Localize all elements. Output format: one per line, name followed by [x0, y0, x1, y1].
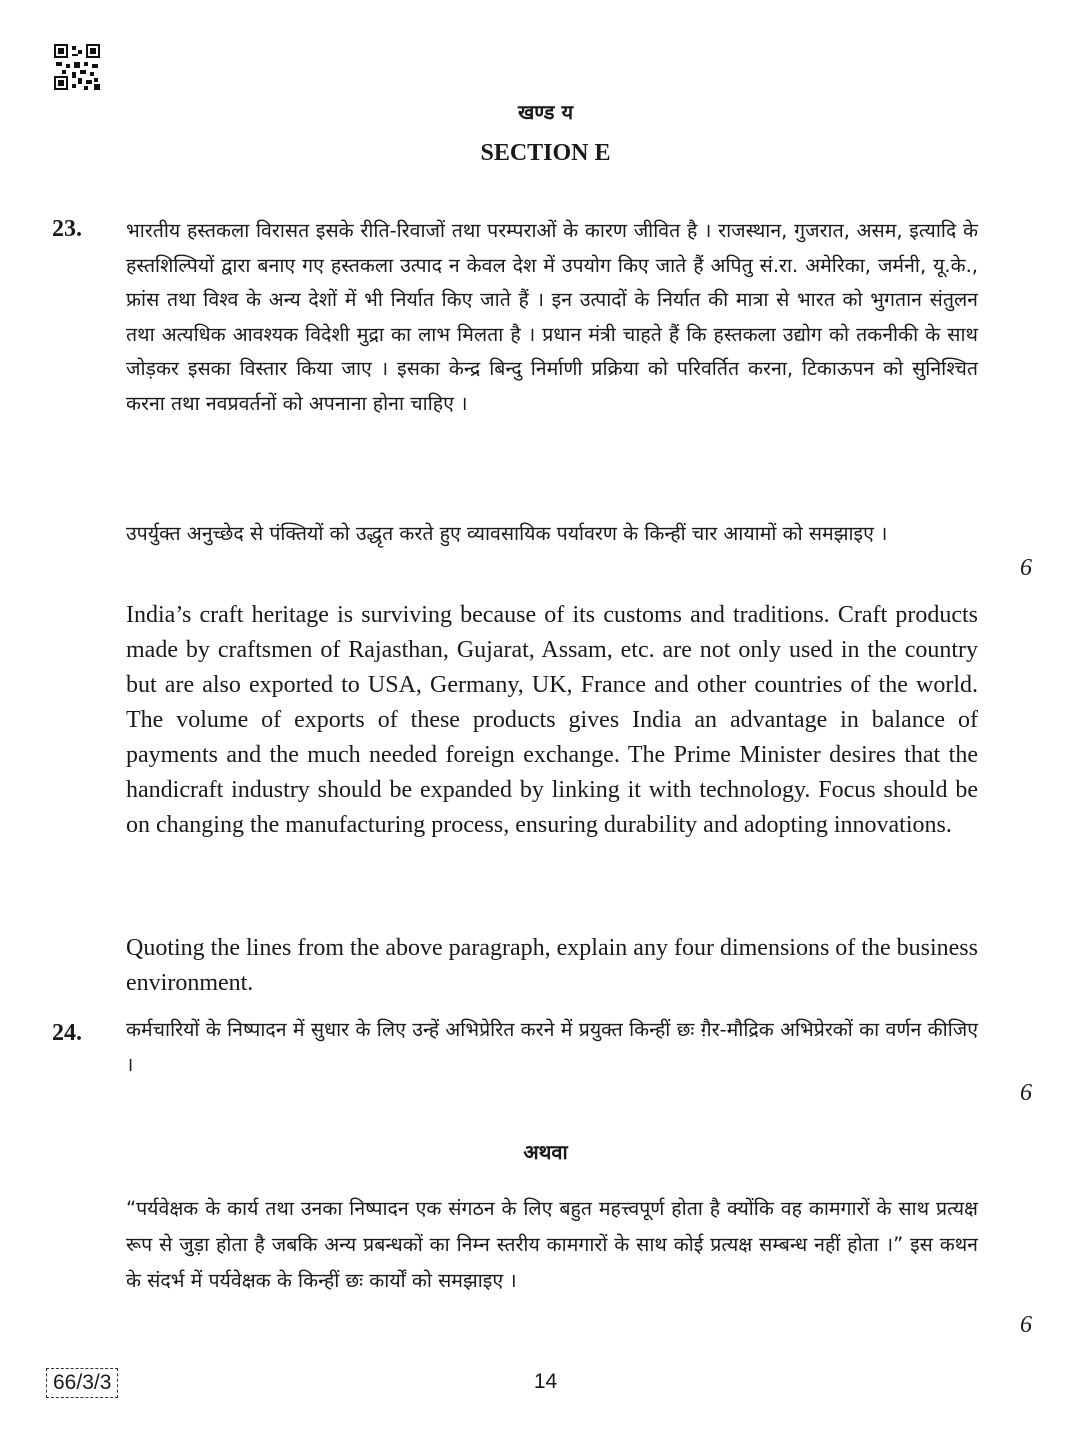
question-24-marks: 6 — [1020, 1080, 1032, 1106]
question-23-passage-english: India’s craft heritage is surviving because of its customs and traditions. Craft products made by craftsmen of Rajasthan, Gujarat, Assam, etc. are not only used in the country but are also exported to USA, Germany, UK, France and other countries of the world. The volume of exports of these products gives India an advantage in balance of payments and the much needed foreign exchange. The Prime Minister desires that the handicraft industry should be expanded by linking it with technology. Focus should be on changing the manufacturing process, ensuring durability and adopting innovations. — [126, 602, 978, 838]
question-24-alternative-marks: 6 — [1020, 1312, 1032, 1338]
question-23-passage-hindi: भारतीय हस्तकला विरासत इसके रीति-रिवाजों तथा परम्पराओं के कारण जीवित है । राजस्थान, गुजरात, असम, इत्यादि के हस्तशिल्पियों द्वारा बनाए गए हस्तकला उत्पाद न केवल देश में उपयोग किए जाते हैं अपितु सं.रा. अमेरिका, जर्मनी, यू.के., फ्रांस तथा विश्व के अन्य देशों में भी निर्यात किए जाते हैं । इन उत्पादों के निर्यात की मात्रा से भारत को भुगतान संतुलन तथा अत्यधिक आवश्यक विदेशी मुद्रा का लाभ मिलता है । प्रधान मंत्री चाहते हैं कि हस्तकला उद्योग को तकनीकी के साथ जोड़कर इसका विस्तार किया जाए । इसका केन्द्र बिन्दु निर्माणी प्रक्रिया को परिवर्तित करना, टिकाऊपन को सुनिश्चित करना तथा नवप्रवर्तनों को अपनाना होना चाहिए । — [126, 219, 978, 415]
section-title-english: SECTION E — [480, 140, 611, 166]
question-23-number: 23. — [52, 216, 82, 242]
section-title-hindi: खण्ड य — [517, 100, 574, 124]
paper-code: 66/3/3 — [46, 1368, 118, 1398]
question-23-prompt-hindi: उपर्युक्त अनुच्छेद से पंक्तियों को उद्धृत करते हुए व्यावसायिक पर्यावरण के किन्हीं चार आयामों को समझाइए । — [126, 522, 888, 545]
question-23-prompt-english: Quoting the lines from the above paragraph, explain any four dimensions of the business environment. — [126, 935, 978, 996]
question-24-alternative-hindi: “पर्यवेक्षक के कार्य तथा उनका निष्पादन एक संगठन के लिए बहुत महत्त्वपूर्ण होता है क्योंकि वह कामगारों के साथ प्रत्यक्ष रूप से जुड़ा होता है जबकि अन्य प्रबन्धकों का निम्न स्तरीय कामगारों के साथ कोई प्रत्यक्ष सम्बन्ध नहीं होता ।” इस कथन के संदर्भ में पर्यवेक्षक के किन्हीं छः कार्यों को समझाइए । — [126, 1197, 978, 1292]
question-24-prompt-hindi: कर्मचारियों के निष्पादन में सुधार के लिए उन्हें अभिप्रेरित करने में प्रयुक्त किन्हीं छः ग़ैर-मौद्रिक अभिप्रेरकों का वर्णन कीजिए । — [126, 1018, 978, 1076]
qr-code-icon — [54, 44, 100, 90]
page-number: 14 — [533, 1370, 558, 1393]
question-23-marks: 6 — [1020, 555, 1032, 581]
or-separator: अथवा — [523, 1140, 568, 1164]
question-24-number: 24. — [52, 1020, 82, 1046]
